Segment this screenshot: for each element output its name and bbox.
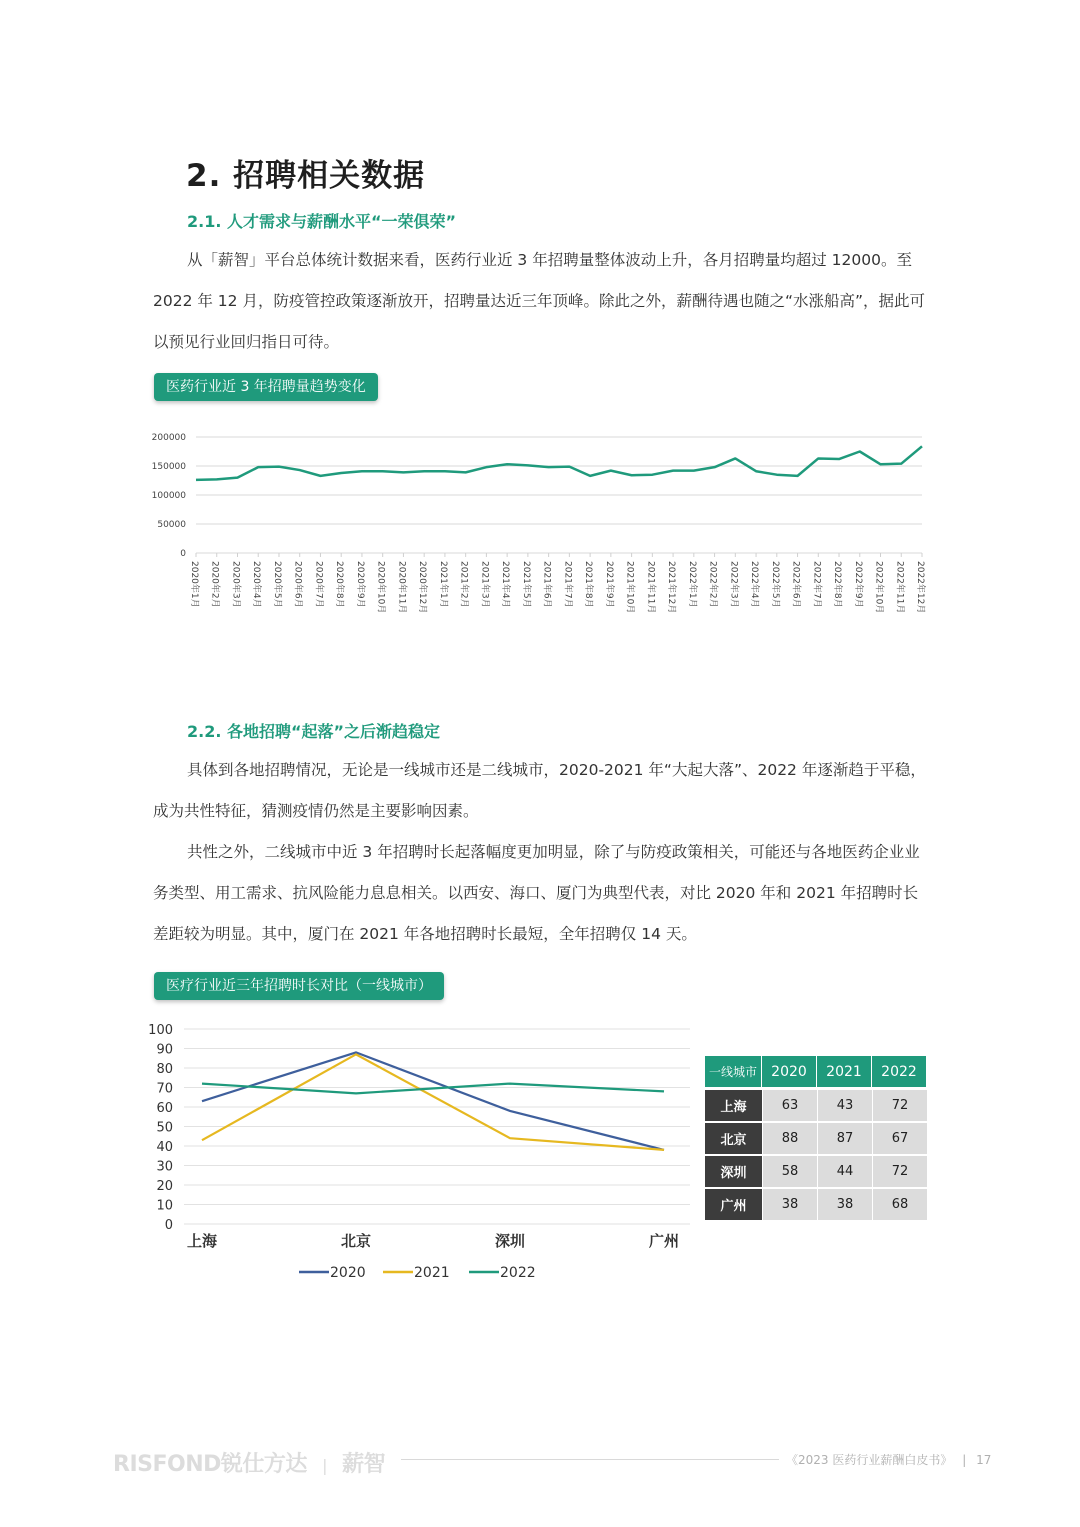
paragraph-second-tier-cities: 共性之外，二线城市中近 3 年招聘时长起落幅度更加明显，除了与防疫政策相关，可能还与各地医药企业业务类型、用工需求、抗风险能力息息相关。以西安、海口、厦门为典型代表，对比 2020 年和 2021 年招聘时长差距较为明显。其中，厦门在 2021 年各地招聘时长最短，全年招聘仅 14 天。 — [153, 843, 920, 943]
table-value-cell: 58 — [762, 1156, 817, 1189]
x-tick-label: 2022年12月 — [915, 561, 925, 614]
x-tick-label: 2021年9月 — [603, 561, 614, 608]
y-tick-label: 90 — [156, 1042, 173, 1058]
y-tick-label: 100000 — [151, 491, 186, 501]
table-header-2021: 2021 — [817, 1056, 872, 1087]
x-tick-label: 2021年2月 — [458, 561, 469, 608]
x-category-label: 广州 — [648, 1232, 680, 1250]
table-row — [705, 1189, 927, 1222]
x-tick-label: 2020年12月 — [417, 561, 428, 614]
x-tick-label: 2021年8月 — [583, 561, 594, 608]
recruitment-volume-chart — [140, 425, 940, 625]
table-city-cell: 深圳 — [705, 1156, 762, 1189]
footer-note — [786, 1451, 991, 1468]
xinzhi-logo: 薪智 — [342, 1452, 386, 1477]
paragraph-city-recruitment: 具体到各地招聘情况，无论是一线城市还是二线城市，2020-2021 年“大起大落”、2022 年逐渐趋于平稳，成为共性特征，猜测疫情仍然是主要影响因素。 — [153, 761, 926, 820]
table-value-cell: 38 — [817, 1189, 872, 1222]
x-tick-label: 2020年5月 — [271, 561, 282, 608]
y-tick-label: 20 — [156, 1179, 173, 1194]
section-title: 2. 招聘相关数据 — [186, 158, 426, 194]
table-city-cell: 北京 — [705, 1123, 762, 1156]
x-tick-label: 2021年10月 — [624, 561, 635, 614]
x-tick-label: 2021年5月 — [520, 561, 531, 608]
table-header-row — [705, 1056, 927, 1087]
table-value-cell: 72 — [872, 1156, 927, 1189]
footer-doc-title: 《2023 医药行业薪酬白皮书》 — [786, 1453, 953, 1467]
legend-label: 2020 — [330, 1265, 366, 1281]
legend-label: 2022 — [500, 1265, 536, 1281]
table-row — [705, 1123, 927, 1156]
table-value-cell: 67 — [872, 1123, 927, 1156]
table-value-cell: 63 — [762, 1090, 817, 1123]
x-tick-label: 2020年9月 — [354, 561, 365, 608]
page-number: 17 — [976, 1453, 992, 1467]
footer-logo-divider: | — [322, 1456, 327, 1475]
subsection-title-2-1: 2.1. 人才需求与薪酬水平“一荣俱荣” — [187, 212, 457, 231]
x-tick-label: 2022年6月 — [790, 561, 801, 608]
x-tick-label: 2020年2月 — [209, 561, 220, 608]
x-tick-label: 2021年3月 — [479, 561, 490, 608]
paragraph-recruitment-overview: 从「薪智」平台总体统计数据来看，医药行业近 3 年招聘量整体波动上升，各月招聘量均超过 12000。至 2022 年 12 月，防疫管控政策逐渐放开，招聘量达近三年顶峰。除此之外，薪酬待遇也随之“水涨船高”，据此可以预见行业回归指日可待。 — [153, 251, 926, 351]
x-tick-label: 2022年5月 — [769, 561, 780, 608]
x-tick-label: 2021年11月 — [645, 561, 656, 614]
table-city-cell: 上海 — [705, 1090, 762, 1123]
y-tick-label: 40 — [156, 1140, 173, 1155]
table-row — [705, 1090, 927, 1123]
x-tick-label: 2020年11月 — [396, 561, 407, 614]
y-tick-label: 30 — [156, 1159, 173, 1175]
table-value-cell: 88 — [762, 1123, 817, 1156]
hiring-duration-chart — [140, 1015, 700, 1290]
table-value-cell: 38 — [762, 1189, 817, 1222]
y-tick-label: 0 — [164, 1218, 173, 1233]
x-tick-label: 2020年4月 — [251, 561, 262, 608]
x-tick-label: 2021年6月 — [541, 561, 552, 608]
chart2-title-badge: 医疗行业近三年招聘时长对比（一线城市） — [154, 972, 444, 1000]
table-header-2022: 2022 — [872, 1056, 927, 1087]
x-category-label: 北京 — [340, 1232, 372, 1250]
y-tick-label: 100 — [148, 1023, 173, 1038]
x-tick-label: 2022年9月 — [852, 561, 863, 608]
footer-separator: | — [962, 1453, 967, 1467]
x-tick-label: 2022年3月 — [728, 561, 739, 608]
x-tick-label: 2021年4月 — [500, 561, 511, 608]
y-tick-label: 50000 — [157, 520, 186, 530]
x-tick-label: 2020年7月 — [313, 561, 324, 608]
subsection-title-2-2: 2.2. 各地招聘“起落”之后渐趋稳定 — [187, 722, 441, 741]
y-tick-label: 0 — [180, 549, 186, 559]
y-tick-label: 80 — [156, 1062, 173, 1077]
series-line-2021 — [202, 1054, 664, 1150]
hiring-duration-table — [705, 1056, 927, 1222]
x-tick-label: 2022年7月 — [811, 561, 822, 608]
table-value-cell: 43 — [817, 1090, 872, 1123]
y-tick-label: 200000 — [151, 433, 186, 443]
y-tick-label: 60 — [156, 1101, 173, 1116]
y-tick-label: 50 — [156, 1120, 173, 1136]
x-tick-label: 2022年1月 — [686, 561, 697, 608]
recruitment-volume-line — [196, 446, 922, 480]
x-tick-label: 2020年3月 — [230, 561, 241, 608]
table-value-cell: 68 — [872, 1189, 927, 1222]
x-tick-label: 2022年8月 — [832, 561, 843, 608]
x-tick-label: 2021年12月 — [666, 561, 677, 614]
x-tick-label: 2022年4月 — [749, 561, 760, 608]
x-tick-label: 2020年10月 — [375, 561, 386, 614]
x-category-label: 深圳 — [494, 1232, 526, 1250]
table-row — [705, 1156, 927, 1189]
table-value-cell: 72 — [872, 1090, 927, 1123]
chart1-title-badge: 医药行业近 3 年招聘量趋势变化 — [154, 373, 378, 401]
x-tick-label: 2021年7月 — [562, 561, 573, 608]
series-line-2022 — [202, 1084, 664, 1094]
y-tick-label: 70 — [156, 1081, 173, 1097]
x-tick-label: 2022年11月 — [894, 561, 905, 614]
table-corner-header: 一线城市 — [705, 1056, 762, 1087]
y-tick-label: 150000 — [151, 462, 186, 472]
x-category-label: 上海 — [186, 1232, 218, 1250]
x-tick-label: 2021年1月 — [437, 561, 448, 608]
footer-logo — [113, 1447, 385, 1478]
x-tick-label: 2022年2月 — [707, 561, 718, 608]
table-header-2020: 2020 — [762, 1056, 817, 1087]
y-tick-label: 10 — [156, 1198, 173, 1214]
table-value-cell: 87 — [817, 1123, 872, 1156]
risfond-logo: RISFOND锐仕方达 — [113, 1452, 307, 1477]
footer-divider-line — [401, 1459, 779, 1460]
table-value-cell: 44 — [817, 1156, 872, 1189]
x-tick-label: 2020年6月 — [292, 561, 303, 608]
x-tick-label: 2020年1月 — [189, 561, 199, 608]
x-tick-label: 2020年8月 — [334, 561, 345, 608]
legend-label: 2021 — [414, 1265, 450, 1281]
table-city-cell: 广州 — [705, 1189, 762, 1222]
x-tick-label: 2022年10月 — [873, 561, 884, 614]
